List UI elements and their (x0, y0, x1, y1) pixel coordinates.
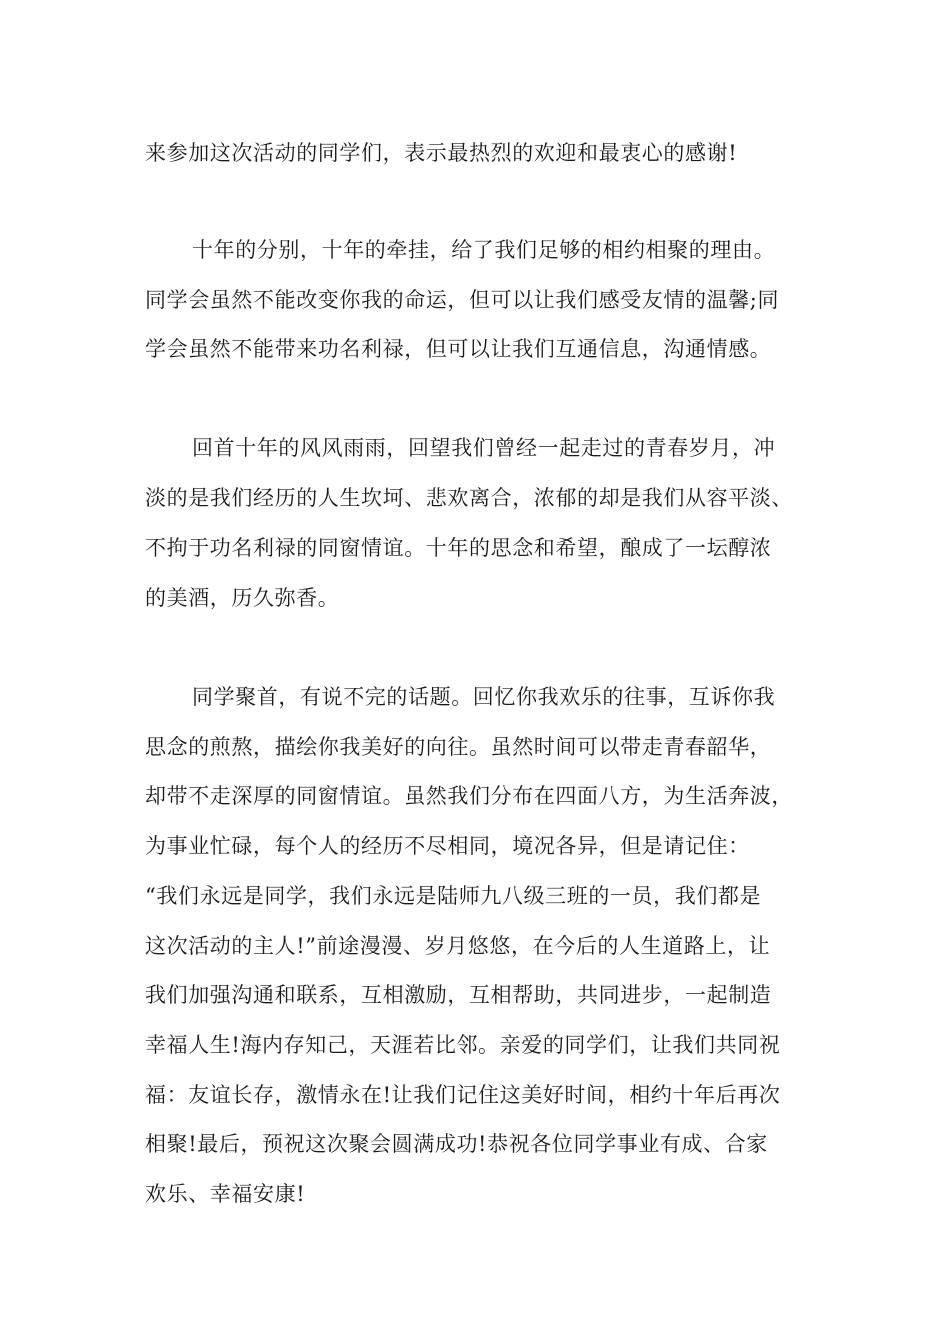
paragraph-4-line-8: 幸福人生!海内存知己，天涯若比邻。亲爱的同学们，让我们共同祝 (145, 1033, 781, 1057)
paragraph-3-line-1: 回首十年的风风雨雨，回望我们曾经一起走过的青春岁月，冲 (192, 436, 776, 460)
paragraph-1-line-1: 来参加这次活动的同学们，表示最热烈的欢迎和最衷心的感谢! (145, 141, 738, 165)
paragraph-4-line-6: 这次活动的主人!”前途漫漫、岁月悠悠，在今后的人生道路上，让 (145, 934, 771, 958)
paragraph-3-line-4: 的美酒，历久弥香。 (145, 586, 340, 610)
paragraph-2-line-3: 学会虽然不能带来功名利禄，但可以让我们互通信息，沟通情感。 (145, 337, 772, 361)
paragraph-4-line-3: 却带不走深厚的同窗情谊。虽然我们分布在四面八方，为生活奔波， (145, 784, 793, 808)
paragraph-2-line-1: 十年的分别，十年的牵挂，给了我们足够的相约相聚的理由。 (192, 238, 776, 262)
paragraph-4-line-2: 思念的煎熬，描绘你我美好的向往。虽然时间可以带走青春韶华， (145, 735, 772, 759)
paragraph-4-line-11: 欢乐、幸福安康! (145, 1182, 306, 1206)
paragraph-3-line-3: 不拘于功名利禄的同窗情谊。十年的思念和希望，酿成了一坛醇浓 (145, 536, 772, 560)
paragraph-3-line-2: 淡的是我们经历的人生坎坷、悲欢离合，浓郁的却是我们从容平淡、 (145, 486, 793, 510)
paragraph-4-line-1: 同学聚首，有说不完的话题。回忆你我欢乐的往事，互诉你我 (192, 685, 776, 709)
paragraph-4-line-10: 相聚!最后，预祝这次聚会圆满成功!恭祝各位同学事业有成、合家 (145, 1132, 768, 1156)
paragraph-4-line-4: 为事业忙碌，每个人的经历不尽相同，境况各异，但是请记住： (145, 834, 750, 858)
paragraph-4-line-7: 我们加强沟通和联系，互相激励，互相帮助，共同进步，一起制造 (145, 983, 772, 1007)
paragraph-2-line-2: 同学会虽然不能改变你我的命运，但可以让我们感受友情的温馨;同 (145, 288, 780, 312)
paragraph-4-line-9: 福：友谊长存，激情永在!让我们记住这美好时间，相约十年后再次 (145, 1083, 781, 1107)
paragraph-4-line-5: “我们永远是同学，我们永远是陆师九八级三班的一员，我们都是 (145, 884, 762, 908)
